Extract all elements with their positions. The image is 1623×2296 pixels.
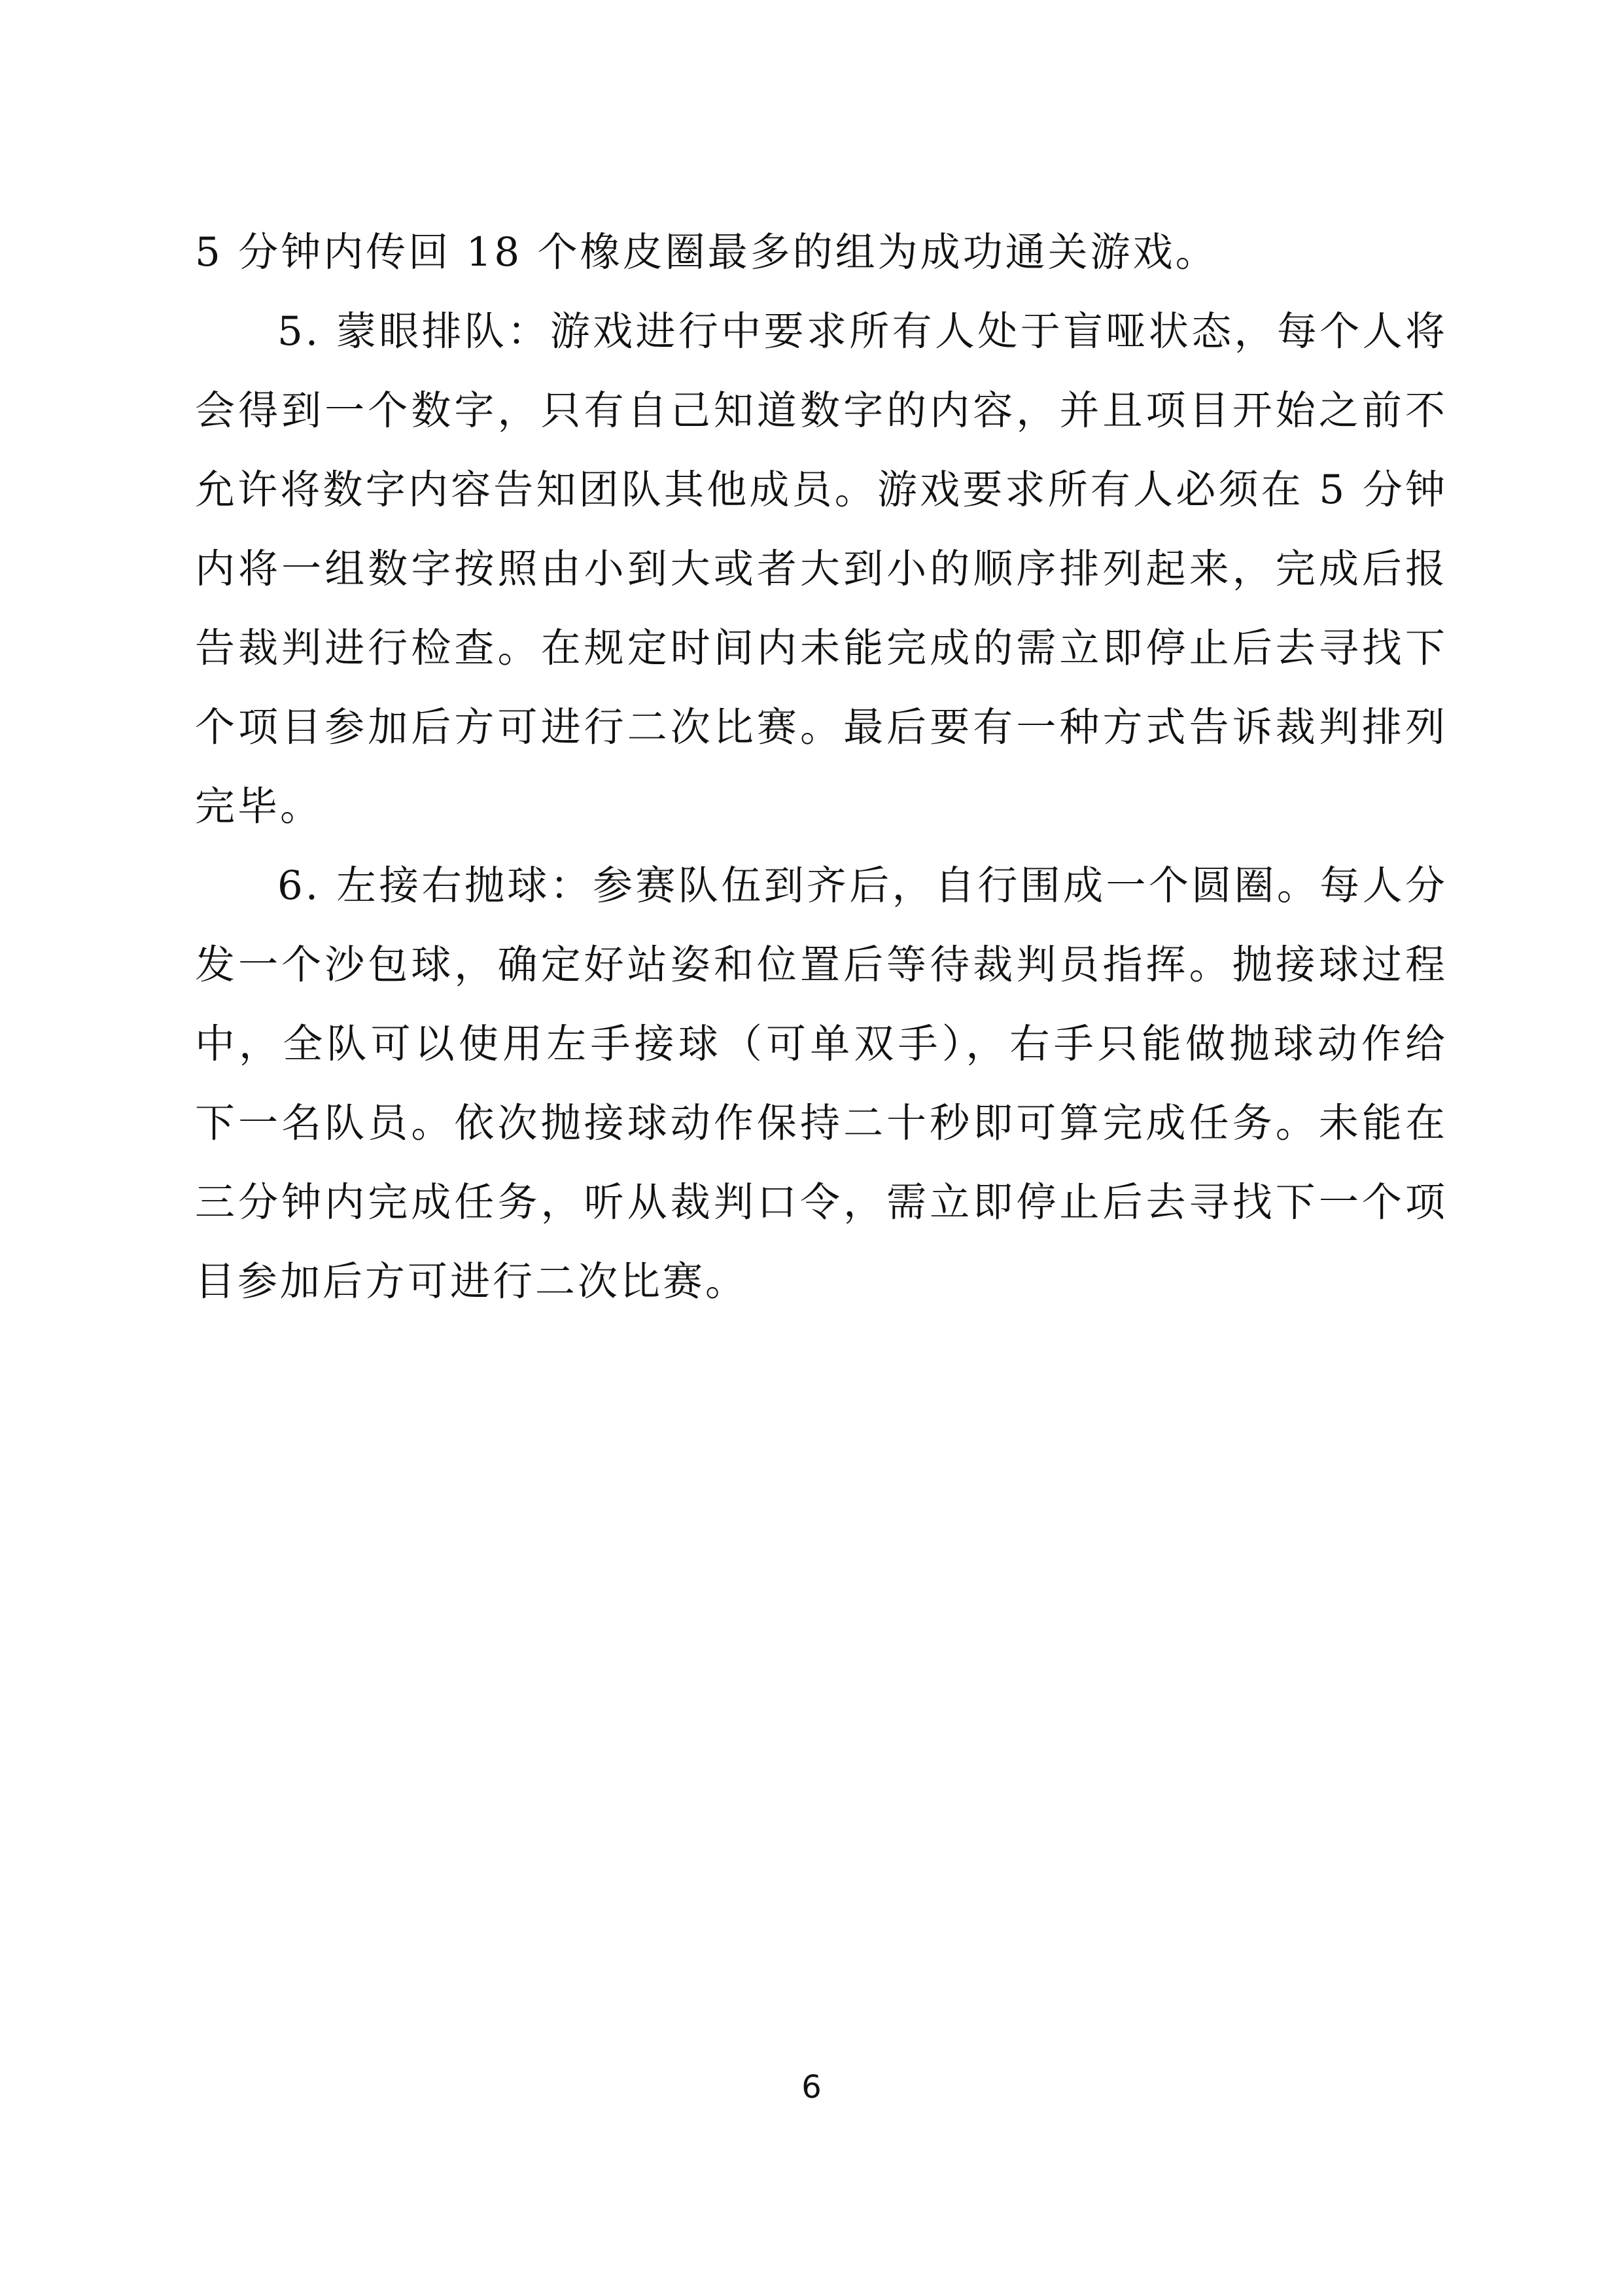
page-number: 6 [801,2069,822,2106]
document-body [195,213,1448,1321]
paragraph-blindfold-queue: 5. 蒙眼排队：游戏进行中要求所有人处于盲哑状态，每个人将会得到一个数字，只有自己知道数字的内容，并且项目开始之前不允许将数字内容告知团队其他成员。游戏要求所有人必须在 5 分钟内将一组数字按照由小到大或者大到小的顺序排列起来，完成后报告裁判进行检查。在规定时间内未能完成的需立即停止后去寻找下个项目参加后方可进行二次比赛。最后要有一种方式告诉裁判排列完毕。 [195,308,1448,830]
paragraph-left-catch-right-throw: 6. 左接右抛球：参赛队伍到齐后，自行围成一个圆圈。每人分发一个沙包球，确定好站姿和位置后等待裁判员指挥。抛接球过程中，全队可以使用左手接球（可单双手），右手只能做抛球动作给下一名队员。依次抛接球动作保持二十秒即可算完成任务。未能在三分钟内完成任务，听从裁判口令，需立即停止后去寻找下一个项目参加后方可进行二次比赛。 [195,862,1448,1305]
paragraph-continuation: 5 分钟内传回 18 个橡皮圈最多的组为成功通关游戏。 [195,229,1218,275]
